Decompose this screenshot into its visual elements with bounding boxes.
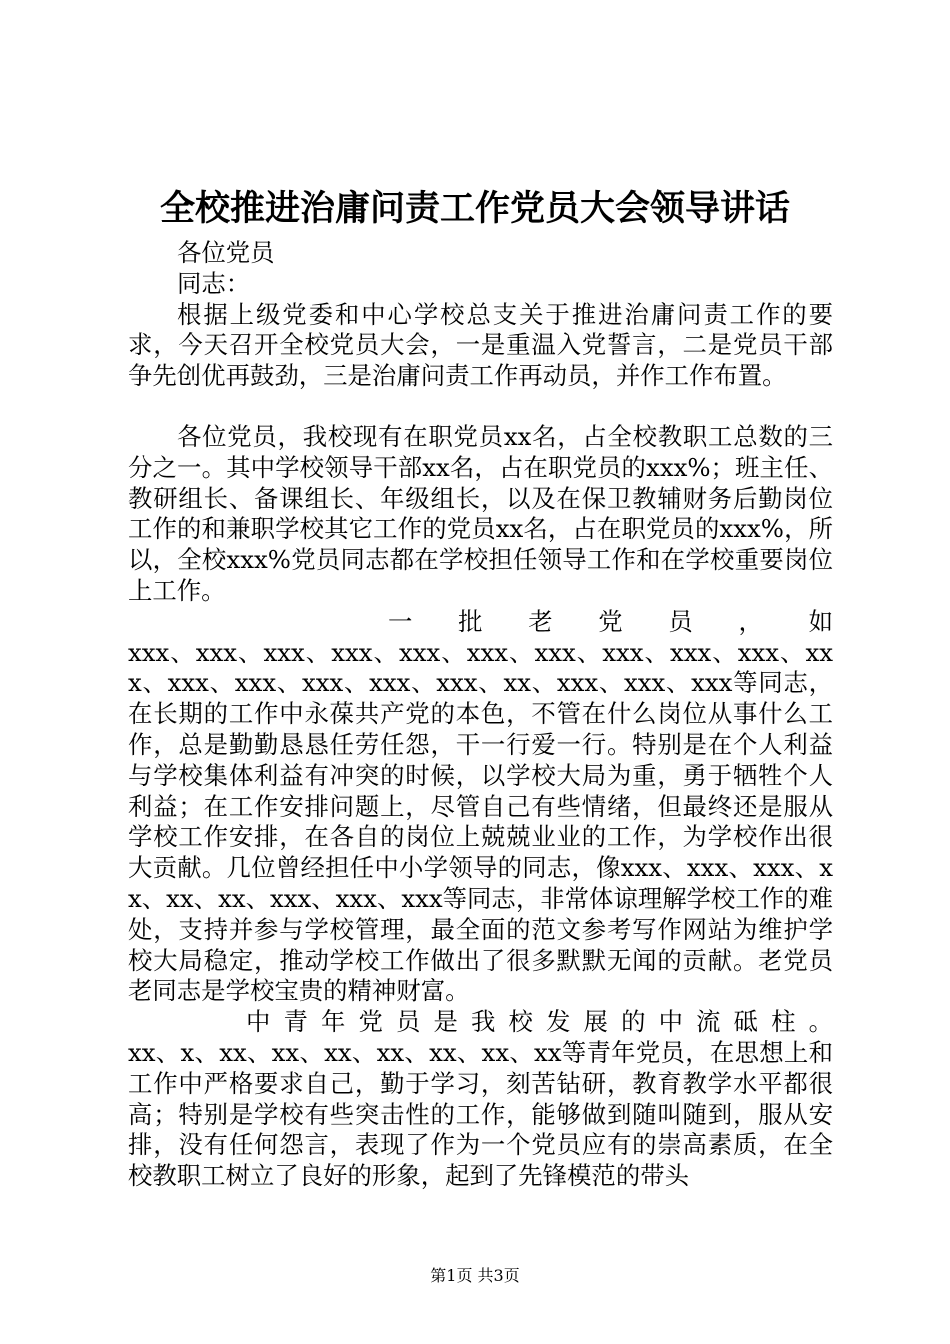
paragraph-3-body: xxx、xxx、xxx、xxx、xxx、xxx、xxx、xxx、xxx、xxx、xxx、xxx、xxx、xxx、xxx、xxx、xx、xxx、xxx、xxx等同志，在长期的工作中永葆共产党的本色，不管在什么岗位从事什么工作，总是勤勤恳恳任劳任怨，干一行爱一行。特别是在个人利益与学校集体利益有冲突的时候，以学校大局为重，勇于牺牲个人利益；在工作安排问题上，尽管自己有些情绪，但最终还是服从学校工作安排，在各自的岗位上兢兢业业的工作，为学校作出很大贡献。几位曾经担任中小学领导的同志，像xxx、xxx、xxx、xx、xx、xx、xxx、xxx、xxx等同志，非常体谅理解学校工作的难处，支持并参与学校管理，最全面的范文参考写作网站为维护学校大局稳定，推动学校工作做出了很多默默无闻的贡献。老党员老同志是学校宝贵的精神财富。	[128, 637, 833, 1006]
greeting-line-1: 各位党员	[177, 238, 275, 267]
greeting-line-2: 同志：	[177, 268, 251, 298]
paragraph-2: 各位党员，我校现有在职党员xx名，占全校教职工总数的三分之一。其中学校领导干部xx名，占在职党员的xxx%；班主任、教研组长、备课组长、年级组长，以及在保卫教辅财务后勤岗位工作的和兼职学校其它工作的党员xx名，占在职党员的xxx%，所以，全校xxx%党员同志都在学校担任领导工作和在学校重要岗位上工作。	[128, 421, 833, 605]
paragraph-3-lead: 一批老党员，如	[388, 606, 833, 636]
paragraph-4-lead: 中青年党员是我校发展的中流砥柱。	[246, 1007, 833, 1037]
paragraph-4-body: xx、x、xx、xx、xx、xx、xx、xx、xx等青年党员，在思想上和工作中严格要求自己，勤于学习，刻苦钻研，教育教学水平都很高；特别是学校有些突击性的工作，能够做到随叫随到，服从安排，没有任何怨言，表现了作为一个党员应有的崇高素质，在全校教职工树立了良好的形象，起到了先锋模范的带头	[128, 1037, 833, 1191]
page-number-footer: 第1页 共3页	[430, 1266, 520, 1285]
document-title: 全校推进治庸问责工作党员大会领导讲话	[159, 189, 790, 229]
document-body	[128, 238, 833, 1192]
paragraph-1: 根据上级党委和中心学校总支关于推进治庸问责工作的要求，今天召开全校党员大会，一是重温入党誓言，二是党员干部争先创优再鼓劲，三是治庸问责工作再动员，并作工作布置。	[128, 299, 833, 391]
paragraph-gap	[128, 392, 833, 422]
